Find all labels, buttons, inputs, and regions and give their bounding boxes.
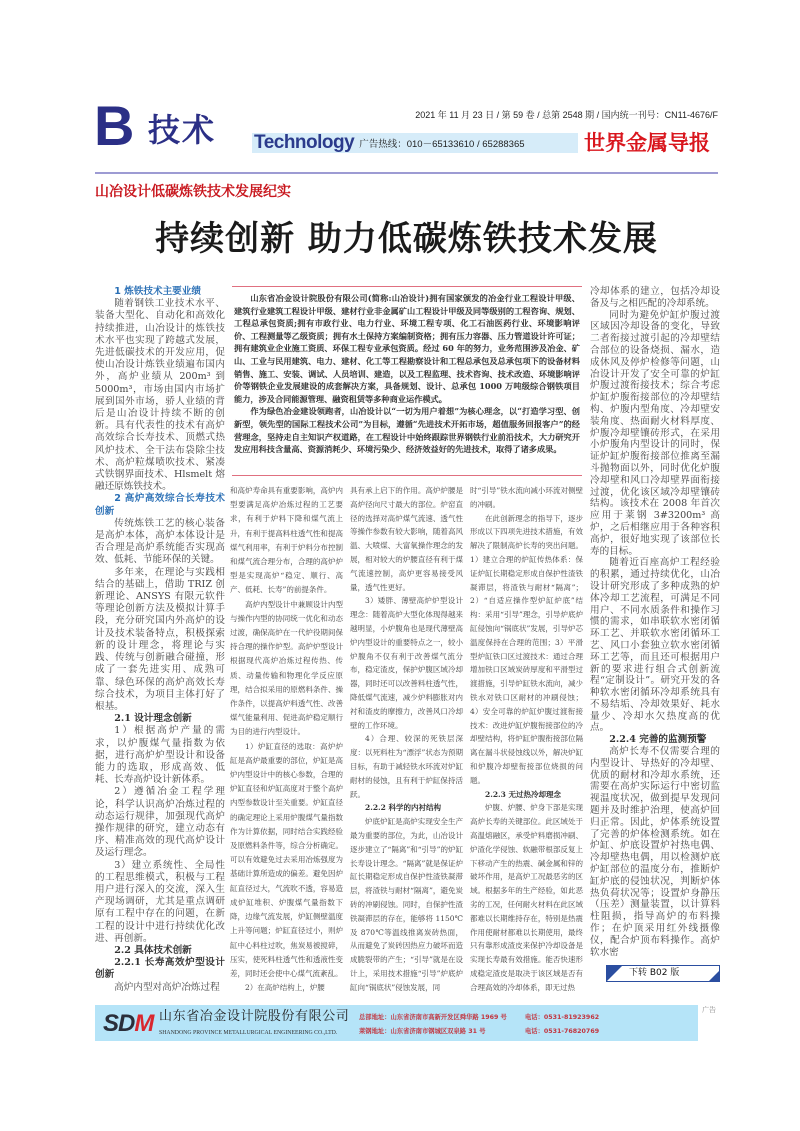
section-heading: 1 炼铁技术主要业绩 [114,286,201,297]
section-heading: 2.2.1 长寿高效炉型设计创新 [95,957,225,981]
article-column-2 [230,484,343,995]
body-paragraph: 2）遵循冶金工程学理论，科学认识高炉冶炼过程的动态运行规律，加强现代高炉操作规律的研究，建立动态有序、精准高效的现代高炉设计及运行理念。 [95,786,225,859]
section-heading: 2.2 具体技术创新 [114,944,192,956]
issue-dateline: 2021 年 11 月 23 日 / 第 59 卷 / 总第 2548 期 / 国内统一刊号：CN11-4676/F [415,110,718,120]
company-intro-box [232,286,582,476]
logo-accent: M [134,1010,154,1037]
body-paragraph: 1）根据高炉产量的需求，以炉腹煤气量指数为依据，进行高炉炉型设计和设备能力的选取，形成高效、低耗、长寿高炉设计新体系。 [95,725,225,786]
corner-triangle-icon [607,966,622,981]
article-kicker: 山冶设计低碳炼铁技术发展纪实 [95,184,291,200]
article-column-5 [590,286,720,958]
body-paragraph: 同时为避免炉缸炉腹过渡区域因冷却设备的变化，导致二者衔接过渡引起的冷却壁结合部位的设备烧损、漏水，造成休风及停炉检修等问题，山冶设计开发了安全可靠的炉缸炉腹过渡衔接技术；综合考虑炉缸炉腹衔接部位的冷却壁结构、炉腹内型角度、冷却壁安装角度、热面耐火材料厚度、炉腹冷却壁镶砖形式，在采用小炉腹角内型设计的同时，保证炉缸炉腹衔接部位推离至漏斗抛物面以外，同时优化炉腹冷却壁和风口冷却壁界面衔接过渡，优化该区域冷却壁镶砖结构。该技术在 2008 年首次应用于莱钢 3#3200m³ 高炉，之后相继应用于各种容积高炉，很好地实现了该部位长寿的目标。 [590,309,720,557]
body-paragraph: 冷却体系的建立，包括冷却设备及与之相匹配的冷却系统。 [590,286,720,309]
section-heading: 2.2.2 科学的内衬结构 [365,803,441,813]
section-english-title: Technology [254,133,355,153]
body-paragraph: 多年来，在理论与实践相结合的基础上，借助 TRIZ 创新理论、ANSYS 有限元软件等理论创新方法及模拟计算手段，充分研究国内外高炉的设计及技术装备特点，积极探索新的设计理念，将理论与实践、传统与创新融合碰撞，形成了一套先进实用、成熟可靠、绿色环保的高炉高效长寿综合技术，为项目主体打好了根基。 [95,566,225,712]
ad-hotline: 广告热线：010－65133610 / 65288365 [359,139,525,150]
body-paragraph: 高炉长寿不仅需要合理的内型设计、导热好的冷却壁、优质的耐材和冷却水系统，还需要在高炉实际运行中密切监视温度状况，做到提早发现问题并及时维护治理，使高炉回归正常。因此，炉体系统设置了完善的炉体检测系统。如在炉缸、炉底设置炉衬热电偶、冷却壁热电偶，用以检测炉底炉缸部位的温度分布，推断炉缸炉底的侵蚀状况，判断炉体热负荷状况等；设置炉身静压（压差）测量装置，以计算料柱阻损，指导高炉的布料操作；在炉顶采用红外线摄像仪，配合炉顶布料操作。高炉软水密 [590,746,720,958]
body-paragraph: 炉底炉缸是高炉实现安全生产最为重要的部位，为此，山冶设计逐步建立了“隔离”和“引导”的炉缸长寿设计理念。“隔离”就是保证炉缸长期稳定形成自保护性渣铁凝滞层，将渣铁与耐材“隔离”，避免炭砖的冲刷侵蚀。同时，自保护性渣铁凝滞层的存在，能够将 1150℃及 870℃等温线推离炭砖热面，从而避免了炭砖因热应力破坏而造成脆裂带的产生；“引导”就是在设计上，采用技术措施“引导”炉底炉缸向“锅底状”侵蚀发展，同 [350,817,463,992]
intro-text [234,292,580,456]
company-name-cn: 山东省冶金设计院股份有限公司 [159,1009,350,1024]
corner-triangle-icon [709,971,719,981]
body-paragraph: 具有承上启下的作用。高炉炉腰是高炉径向尺寸最大的部位。炉窑直径的选择对高炉煤气流速、透气性等操作参数有较大影响，随着高风温、大喷煤、大富氧操作理念的发展，相对较大的炉腰直径有利于煤气流速控制，高炉更容易接受风量，透气性更好。 [350,486,463,592]
body-paragraph: 传统炼铁工艺的核心装备是高炉本体，高炉本体设计是否合理是高炉系统能否实现高效、低耗、节能环保的关键。 [95,517,225,566]
article-column-4 [470,484,583,994]
body-paragraph: 3）建立系统性、全局性的工程思维模式，积极与工程用户进行深入的交流，深入生产现场调研，尤其是重点调研原有工程中存在的问题，在新工程的设计中进行持续优化改进、再创新。 [95,859,225,944]
section-heading: 2.1 设计理念创新 [114,713,192,725]
body-paragraph: 时“引导”铁水流向减小环流对侧壁的冲刷。 [470,486,583,509]
hq-address: 总部地址：山东省济南市高新开发区舜华路 1969 号 [359,1014,507,1021]
continued-on-page-b02 [606,965,720,982]
laigang-address: 莱钢地址：山东省济南市钢城区双泉路 31 号 [359,1028,486,1035]
newspaper-logo: 世界金属导报 [584,130,710,155]
section-letter-logo: B [94,94,135,157]
footer-advertisement [95,1005,698,1041]
sdm-logo: SDM [103,1010,154,1037]
article-headline: 持续创新 助力低碳炼铁技术发展 [155,219,658,259]
body-paragraph: 1）炉缸直径的选取：高炉炉缸是高炉最重要的部位，炉缸是高炉内型设计中的核心参数，合理的炉缸直径和炉缸高度对于整个高炉内型参数设计至关重要。炉缸直径的确定理论上采用炉腹煤气量指数作为计算依据，同时结合实践经验及原燃料条件等，综合分析确定。可以有效避免过去采用冶炼强度为基础计算所造成的偏差。避免因炉缸直径过大，气流吹不透，容易造成炉缸堆积、炉腹煤气量指数下降，边缘气流发展，炉缸侧壁温度上升等问题；炉缸直径过小，则炉缸中心料柱过吹，焦炭易被搅碎，压实，使死料柱透气性和透液性变差，同时还会使中心煤气流紊乱。 [230,741,343,978]
laigang-phone: 电话：0531-76820769 [525,1028,600,1035]
section-heading: 2 高炉高效综合长寿技术创新 [95,493,225,517]
body-paragraph: 在此创新理念的指导下，逐步形成以下四项先进技术措施，有效解决了限制高炉长寿的突出问题。1）建立合理的炉缸传热体系：保证炉缸长期稳定形成自保护性渣铁凝滞层，将渣铁与耐材“隔离”；2）“自适应操作型炉缸炉底”结构：采用“引导”理念，引导炉底炉缸侵蚀向“锅底状”发展，引导炉芯温度保持在合理的范围；3）平滑型炉缸铁口区过渡技术：通过合理增加铁口区域炭砖厚度和平滑型过渡措施，引导炉缸铁水流向，减少铁水对铁口区耐材的冲刷侵蚀；4）安全可靠的炉缸炉腹过渡衔接技术：改进炉缸炉腹衔接部位的冷却壁结构，将炉缸炉腹衔接部位隔离在漏斗状侵蚀线以外，解决炉缸和炉腹冷却壁衔接部位烧损的问题。 [470,513,583,785]
hq-phone: 电话：0531-81923962 [525,1014,600,1021]
body-paragraph: 随着近百座高炉工程经验的积累，通过持续优化，山冶设计研究形成了多种成熟的炉体冷却工艺流程，可满足不同用户、不同水质条件和操作习惯的需求，如串联软水密闭循环工艺、并联软水密闭循环工艺、风口小套独立软水密闭循环工艺等，而且还可根据用户新的要求进行组合式创新流程“定制设计”。研究开发的各种软水密闭循环冷却系统具有不易结垢、冷却效果好、耗水量少、冷却水欠热度高的优点。 [590,557,720,734]
intro-paragraph: 山东省冶金设计院股份有限公司(简称:山冶设计)拥有国家颁发的冶金行业工程设计甲级、建筑行业建筑工程设计甲级、建材行业非金属矿山工程设计甲级及同等级别的工程咨询、规划、工程总承包资质;拥有市政行业、电力行业、环境工程专项、化工石油医药行业、环境影响评价、工程测量等乙级资质；拥有水土保持方案编制资格；拥有压力容器、压力管道设计许可证；拥有建筑业企业施工资质、环保工程专业承包资质。经过 60 年的努力，业务范围涉及冶金、矿山、工业与民用建筑、电力、建材、化工等工程勘察设计和工程总承包及总承包项下的设备材料销售、施工、安装、调试、人员培训、建造，以及工程监理、技术咨询、技术改造、环境影响评价等钢铁企业发展建设的成套解决方案，具备规划、设计、总承包 1000 万吨级综合钢铁项目能力，涉及合同能源管理、融资租赁等多种商业运作模式。 [234,293,580,404]
ad-tag: 广告 [702,1006,716,1014]
intro-paragraph: 作为绿色冶金建设领跑者，山冶设计以“一切为用户着想”为核心理念，以“打造学习型、创新型，领先型的国际工程技术公司”为目标，遵循“先进技术开拓市场，超值服务回报客户”的经营理念，坚持走自主知识产权道路，在工程设计中始终跟踪世界钢铁行业前沿技术，大力研究开发应用科技含量高、资源消耗少、环境污染少、经济效益好的先进技术，取得了诸多成果。 [234,406,580,455]
article-column-1 [95,286,225,994]
body-paragraph: 2）在高炉结构上，炉腰 [245,983,325,993]
section-heading: 2.2.3 无过热冷却理念 [485,789,561,799]
body-paragraph: 4）合理、较深的死铁层深度：以死料柱为“漂浮”状态为预期目标，有助于减轻铁水环流对炉缸耐材的侵蚀，且有利于炉缸保持活跃。 [350,734,463,799]
section-name: 技术 [148,111,217,149]
body-paragraph: 随着钢铁工业技术水平、装备大型化、自动化和高效化持续推进，山冶设计的炼铁技术水平也实现了跨越式发展，先进低碳技术的开发应用，促使山冶设计炼铁业绩遍布国内外，高炉业绩从 200m³ 到 5000m³，市场由国内市场扩展到国外市场，骄人业绩的背后是山冶设计持续不断的创新。具有代表性的技术有高炉高效综合长寿技术、顶燃式热风炉技术、全干法布袋除尘技术、高炉粒煤喷吹技术、紧凑式铁钢界面技术、Hlsmelt 熔融还原炼铁技术。 [95,298,225,493]
jump-label: 下转 B02 版 [629,968,680,978]
company-name-en: SHANDONG PROVINCE METALLURGICAL ENGINEERING CO.,LTD. [159,1030,338,1036]
article-column-3 [350,484,463,994]
section-heading: 2.2.4 完善的监测预警 [609,734,707,746]
body-paragraph: 高炉内型对高炉冶炼过程 [114,981,220,993]
body-paragraph: 炉腹、炉腰、炉身下部是实现高炉长寿的关键部位。此区域处于高温熔融区，承受炉料磨损冲刷、炉渣化学侵蚀、软融带根部反复上下移动产生的热震、碱金属和锌的破坏作用，是高炉工况最恶劣的区域。根据多年的生产经验，如此恶劣的工况，任何耐火材料在此区域都难以长期维持存在，特别是热震作用使耐材都难以长期使用，最终只有靠形成渣皮来保护冷却设备是实现长寿最有效措施。能否快速形成稳定渣皮是取决于该区域是否有合理高效的冷却体系，即无过热 [470,803,583,992]
body-paragraph: 高炉内型设计中兼顾设计内型与操作内型的协同统一优化和动态过渡，确保高炉在一代炉役期间保持合理的操作炉型。高炉炉型设计根据现代高炉冶炼过程传热、传质、动量传输和物理化学反应原理，结合拟采用的原燃料条件、操作条件，以提高炉料透气性、改善煤气能量利用、促进高炉稳定顺行为目的进行内型设计。 [230,599,343,737]
body-paragraph: 和高炉寿命具有重要影响，高炉内型要满足高炉冶炼过程的工艺要求，有利于炉料下降和煤气流上升，有利于提高料柱透气性和提高煤气利用率，有利于炉料分布控制和煤气流合理分布，合理的高炉炉型是实现高炉“稳定、顺行、高产、低耗、长寿”的前提条件。 [230,486,343,595]
header-divider [95,172,718,174]
section-banner [252,133,578,153]
body-paragraph: 3）矮胖、薄壁高炉炉型设计理念：随着高炉大型化体现得越来越明显，小炉腹角也是现代薄壁高炉内型设计的重要特点之一，较小炉腹角不仅有利于改善煤气流分布，稳定渣皮，保护炉腹区域冷却器，同时还可以改善料柱透气性，降低煤气流速，减少炉料膨胀对内衬和渣皮的摩擦力，改善风口冷却壁的工作环境。 [350,596,463,730]
